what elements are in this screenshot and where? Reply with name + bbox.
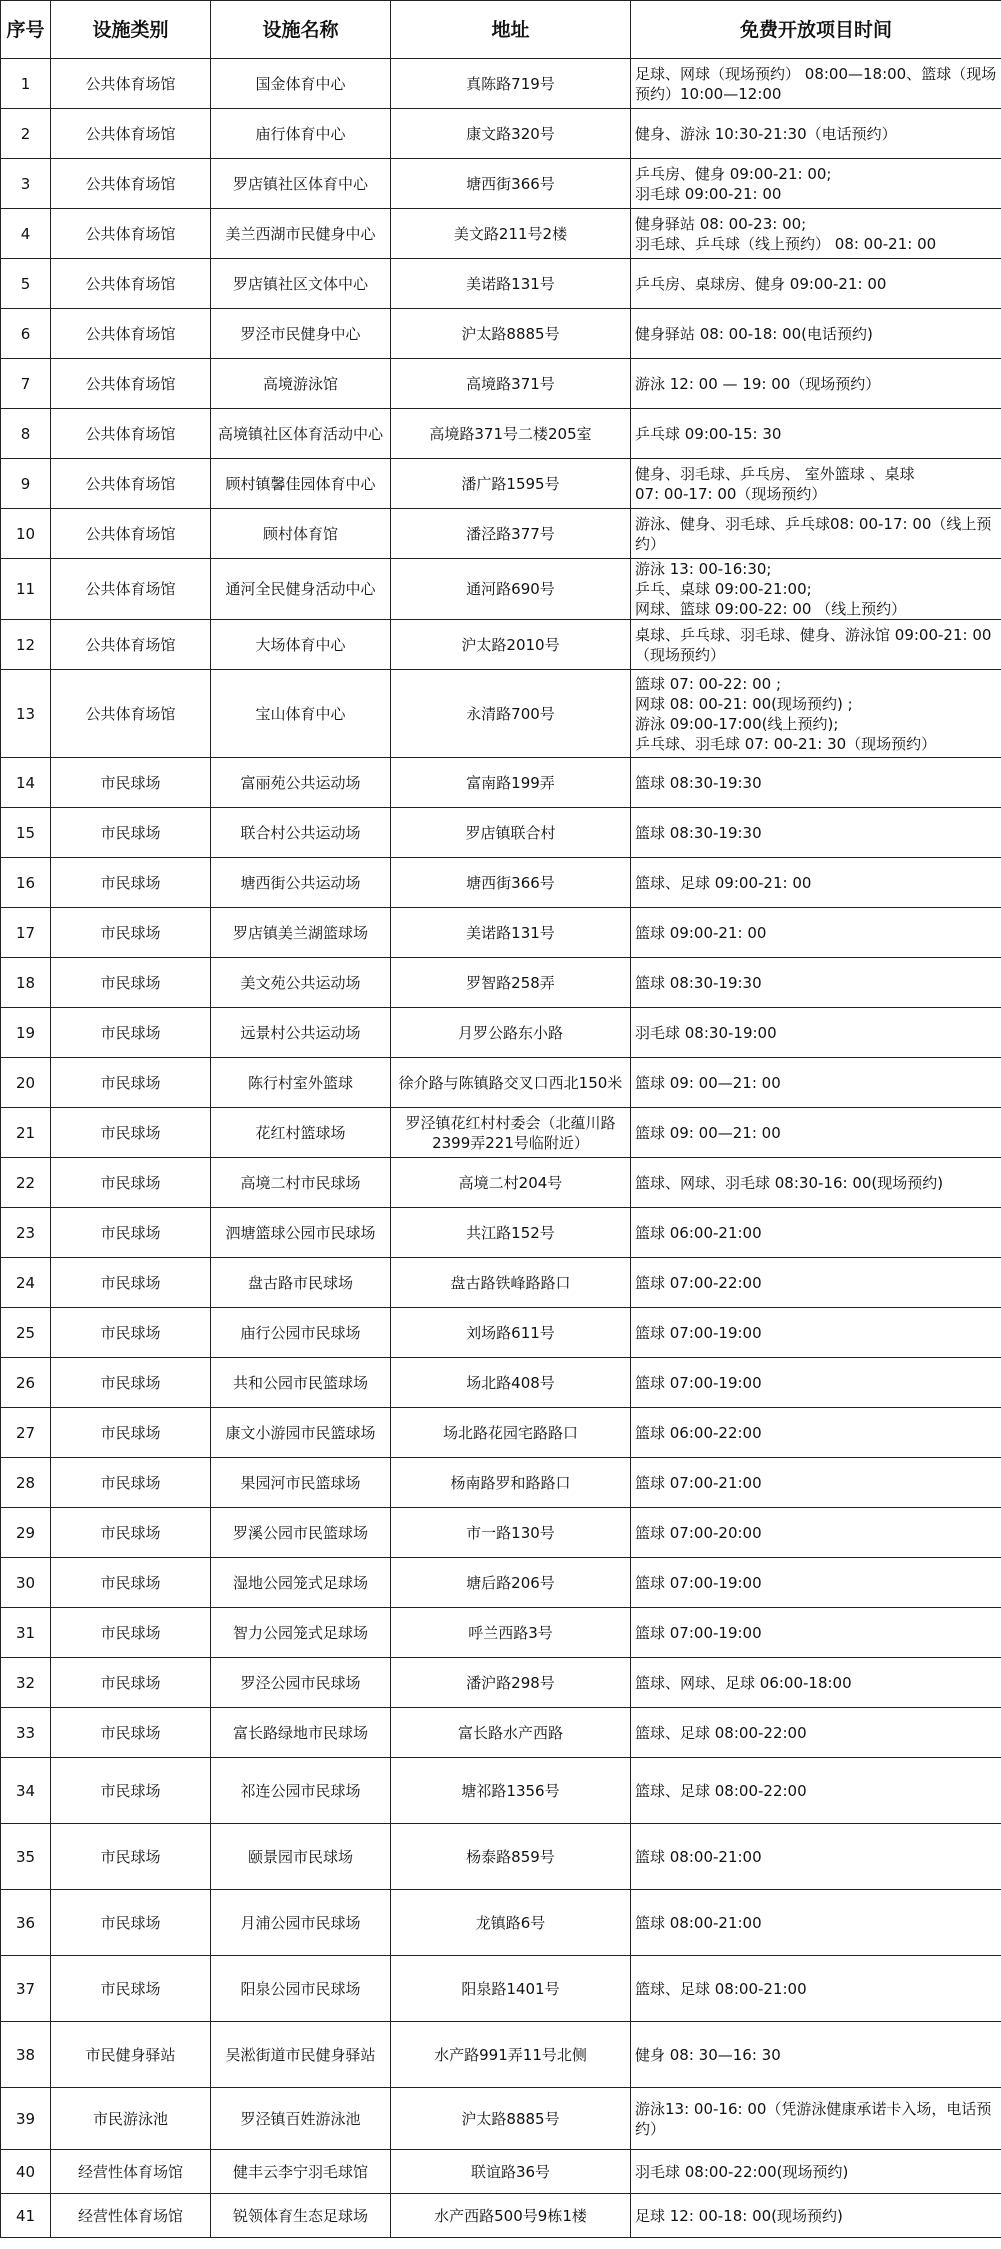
cell-hours: 篮球 06:00-21:00 (631, 1208, 1001, 1258)
cell-name: 智力公园笼式足球场 (211, 1608, 391, 1658)
cell-hours: 篮球 09: 00—21: 00 (631, 1058, 1001, 1108)
table-row (1, 1108, 1001, 1158)
cell-index: 28 (1, 1458, 51, 1508)
cell-name: 共和公园市民篮球场 (211, 1358, 391, 1408)
cell-category: 公共体育场馆 (51, 670, 211, 758)
table-row (1, 958, 1001, 1008)
cell-name: 陈行村室外篮球 (211, 1058, 391, 1108)
cell-name: 颐景园市民球场 (211, 1824, 391, 1890)
cell-name: 美文苑公共运动场 (211, 958, 391, 1008)
cell-category: 市民球场 (51, 1890, 211, 1956)
cell-category: 公共体育场馆 (51, 159, 211, 209)
cell-hours: 篮球 07:00-21:00 (631, 1458, 1001, 1508)
cell-name: 果园河市民篮球场 (211, 1458, 391, 1508)
table-row (1, 1890, 1001, 1956)
cell-name: 顾村体育馆 (211, 509, 391, 559)
table-row (1, 559, 1001, 620)
cell-index: 41 (1, 2194, 51, 2238)
cell-name: 美兰西湖市民健身中心 (211, 209, 391, 259)
cell-name: 康文小游园市民篮球场 (211, 1408, 391, 1458)
cell-address: 美诺路131号 (391, 259, 631, 309)
cell-address: 塘西街366号 (391, 159, 631, 209)
cell-name: 罗店镇社区体育中心 (211, 159, 391, 209)
cell-index: 39 (1, 2088, 51, 2150)
table-row (1, 459, 1001, 509)
cell-address: 徐介路与陈镇路交叉口西北150米 (391, 1058, 631, 1108)
cell-category: 市民游泳池 (51, 2088, 211, 2150)
cell-name: 罗溪公园市民篮球场 (211, 1508, 391, 1558)
table-row (1, 209, 1001, 259)
cell-hours: 游泳、健身、羽毛球、乒乓球08: 00-17: 00（线上预约） (631, 509, 1001, 559)
cell-address: 潘广路1595号 (391, 459, 631, 509)
table-row (1, 2150, 1001, 2194)
cell-address: 市一路130号 (391, 1508, 631, 1558)
header-category: 设施类别 (51, 1, 211, 59)
cell-hours: 篮球 08:00-21:00 (631, 1890, 1001, 1956)
table-row (1, 908, 1001, 958)
table-row (1, 1208, 1001, 1258)
cell-hours: 游泳 13: 00-16:30; 乒乓、桌球 09:00-21:00; 网球、篮球 09:00-22: 00 （线上预约） (631, 559, 1001, 620)
cell-address: 永清路700号 (391, 670, 631, 758)
cell-name: 月浦公园市民球场 (211, 1890, 391, 1956)
cell-category: 市民球场 (51, 1308, 211, 1358)
table-row (1, 620, 1001, 670)
cell-category: 市民球场 (51, 808, 211, 858)
cell-index: 13 (1, 670, 51, 758)
cell-address: 阳泉路1401号 (391, 1956, 631, 2022)
cell-address: 场北路花园宅路路口 (391, 1408, 631, 1458)
cell-category: 公共体育场馆 (51, 309, 211, 359)
table-row (1, 1158, 1001, 1208)
cell-hours: 健身、羽毛球、乒乓房、 室外篮球 、桌球 07: 00-17: 00（现场预约） (631, 459, 1001, 509)
cell-address: 潘沪路298号 (391, 1658, 631, 1708)
cell-address: 月罗公路东小路 (391, 1008, 631, 1058)
cell-hours: 羽毛球 08:30-19:00 (631, 1008, 1001, 1058)
cell-hours: 篮球 07:00-19:00 (631, 1608, 1001, 1658)
cell-address: 盘古路铁峰路路口 (391, 1258, 631, 1308)
cell-index: 34 (1, 1758, 51, 1824)
cell-index: 15 (1, 808, 51, 858)
cell-category: 市民球场 (51, 1956, 211, 2022)
cell-name: 罗泾市民健身中心 (211, 309, 391, 359)
cell-address: 水产路991弄11号北侧 (391, 2022, 631, 2088)
cell-category: 经营性体育场馆 (51, 2150, 211, 2194)
table-row (1, 109, 1001, 159)
cell-index: 23 (1, 1208, 51, 1258)
table-row (1, 808, 1001, 858)
table-row (1, 1258, 1001, 1308)
cell-address: 场北路408号 (391, 1358, 631, 1408)
cell-hours: 篮球 07:00-22:00 (631, 1258, 1001, 1308)
cell-index: 25 (1, 1308, 51, 1358)
cell-hours: 健身驿站 08: 00-23: 00; 羽毛球、乒乓球（线上预约） 08: 00-21: 00 (631, 209, 1001, 259)
cell-name: 富长路绿地市民球场 (211, 1708, 391, 1758)
cell-hours: 篮球 09:00-21: 00 (631, 908, 1001, 958)
cell-category: 市民球场 (51, 1258, 211, 1308)
cell-category: 公共体育场馆 (51, 509, 211, 559)
cell-address: 塘祁路1356号 (391, 1758, 631, 1824)
cell-hours: 篮球 07:00-20:00 (631, 1508, 1001, 1558)
cell-category: 市民球场 (51, 1108, 211, 1158)
cell-name: 锐领体育生态足球场 (211, 2194, 391, 2238)
cell-index: 36 (1, 1890, 51, 1956)
cell-category: 市民球场 (51, 1708, 211, 1758)
cell-index: 24 (1, 1258, 51, 1308)
cell-name: 健丰云李宁羽毛球馆 (211, 2150, 391, 2194)
cell-category: 市民球场 (51, 1608, 211, 1658)
cell-name: 庙行体育中心 (211, 109, 391, 159)
cell-name: 顾村镇馨佳园体育中心 (211, 459, 391, 509)
cell-address: 龙镇路6号 (391, 1890, 631, 1956)
cell-address: 杨南路罗和路路口 (391, 1458, 631, 1508)
table-row (1, 1824, 1001, 1890)
cell-address: 富南路199弄 (391, 758, 631, 808)
cell-index: 31 (1, 1608, 51, 1658)
cell-name: 塘西街公共运动场 (211, 858, 391, 908)
table-row (1, 59, 1001, 109)
cell-category: 公共体育场馆 (51, 620, 211, 670)
cell-category: 市民球场 (51, 1758, 211, 1824)
cell-hours: 桌球、乒乓球、羽毛球、健身、游泳馆 09:00-21: 00（现场预约） (631, 620, 1001, 670)
cell-name: 花红村篮球场 (211, 1108, 391, 1158)
cell-address: 呼兰西路3号 (391, 1608, 631, 1658)
cell-hours: 篮球、足球 08:00-21:00 (631, 1956, 1001, 2022)
cell-category: 市民球场 (51, 1358, 211, 1408)
cell-name: 罗泾镇百姓游泳池 (211, 2088, 391, 2150)
table-row (1, 1558, 1001, 1608)
cell-name: 宝山体育中心 (211, 670, 391, 758)
cell-address: 真陈路719号 (391, 59, 631, 109)
cell-address: 塘后路206号 (391, 1558, 631, 1608)
table-row (1, 159, 1001, 209)
cell-hours: 羽毛球 08:00-22:00(现场预约) (631, 2150, 1001, 2194)
cell-index: 5 (1, 259, 51, 309)
table-row (1, 359, 1001, 409)
table-row (1, 1658, 1001, 1708)
cell-name: 远景村公共运动场 (211, 1008, 391, 1058)
cell-index: 11 (1, 559, 51, 620)
cell-name: 高境二村市民球场 (211, 1158, 391, 1208)
cell-index: 6 (1, 309, 51, 359)
cell-name: 罗泾公园市民球场 (211, 1658, 391, 1708)
cell-hours: 篮球 08:30-19:30 (631, 758, 1001, 808)
table-row (1, 1508, 1001, 1558)
cell-name: 阳泉公园市民球场 (211, 1956, 391, 2022)
cell-category: 市民球场 (51, 958, 211, 1008)
cell-address: 康文路320号 (391, 109, 631, 159)
cell-index: 33 (1, 1708, 51, 1758)
cell-index: 14 (1, 758, 51, 808)
cell-address: 罗店镇联合村 (391, 808, 631, 858)
cell-index: 26 (1, 1358, 51, 1408)
cell-hours: 篮球、足球 08:00-22:00 (631, 1708, 1001, 1758)
cell-name: 吴淞街道市民健身驿站 (211, 2022, 391, 2088)
cell-category: 公共体育场馆 (51, 59, 211, 109)
cell-hours: 篮球 06:00-22:00 (631, 1408, 1001, 1458)
table-row (1, 758, 1001, 808)
cell-name: 高境镇社区体育活动中心 (211, 409, 391, 459)
cell-category: 市民球场 (51, 1458, 211, 1508)
cell-category: 市民球场 (51, 908, 211, 958)
header-index: 序号 (1, 1, 51, 59)
cell-index: 3 (1, 159, 51, 209)
header-name: 设施名称 (211, 1, 391, 59)
cell-name: 通河全民健身活动中心 (211, 559, 391, 620)
cell-address: 共江路152号 (391, 1208, 631, 1258)
cell-index: 7 (1, 359, 51, 409)
cell-name: 罗店镇美兰湖篮球场 (211, 908, 391, 958)
cell-index: 9 (1, 459, 51, 509)
table-row (1, 2022, 1001, 2088)
cell-name: 泗塘篮球公园市民球场 (211, 1208, 391, 1258)
cell-address: 富长路水产西路 (391, 1708, 631, 1758)
cell-index: 8 (1, 409, 51, 459)
cell-hours: 乒乓房、健身 09:00-21: 00; 羽毛球 09:00-21: 00 (631, 159, 1001, 209)
cell-index: 22 (1, 1158, 51, 1208)
cell-index: 18 (1, 958, 51, 1008)
cell-index: 40 (1, 2150, 51, 2194)
cell-name: 盘古路市民球场 (211, 1258, 391, 1308)
cell-address: 美文路211号2楼 (391, 209, 631, 259)
cell-address: 水产西路500号9栋1楼 (391, 2194, 631, 2238)
cell-category: 公共体育场馆 (51, 359, 211, 409)
cell-index: 38 (1, 2022, 51, 2088)
table-row (1, 1058, 1001, 1108)
cell-category: 市民球场 (51, 758, 211, 808)
table-row (1, 1708, 1001, 1758)
cell-index: 19 (1, 1008, 51, 1058)
cell-index: 20 (1, 1058, 51, 1108)
cell-address: 高境路371号二楼205室 (391, 409, 631, 459)
cell-name: 湿地公园笼式足球场 (211, 1558, 391, 1608)
cell-hours: 乒乓球 09:00-15: 30 (631, 409, 1001, 459)
cell-hours: 篮球 08:00-21:00 (631, 1824, 1001, 1890)
cell-name: 大场体育中心 (211, 620, 391, 670)
table-row (1, 1608, 1001, 1658)
cell-category: 公共体育场馆 (51, 459, 211, 509)
cell-hours: 篮球、网球、足球 06:00-18:00 (631, 1658, 1001, 1708)
cell-index: 27 (1, 1408, 51, 1458)
cell-index: 37 (1, 1956, 51, 2022)
table-row (1, 509, 1001, 559)
cell-hours: 篮球 07: 00-22: 00 ; 网球 08: 00-21: 00(现场预约) ; 游泳 09:00-17:00(线上预约); 乒乓球、羽毛球 07: 00-21: 30（现场预约） (631, 670, 1001, 758)
cell-category: 市民球场 (51, 1508, 211, 1558)
cell-category: 公共体育场馆 (51, 109, 211, 159)
cell-index: 16 (1, 858, 51, 908)
cell-address: 高境路371号 (391, 359, 631, 409)
cell-hours: 篮球 09: 00—21: 00 (631, 1108, 1001, 1158)
table-row (1, 1758, 1001, 1824)
cell-name: 富丽苑公共运动场 (211, 758, 391, 808)
table-body (1, 59, 1001, 2238)
table-row (1, 1358, 1001, 1408)
cell-address: 沪太路8885号 (391, 309, 631, 359)
table-row (1, 309, 1001, 359)
cell-address: 美诺路131号 (391, 908, 631, 958)
table-row (1, 858, 1001, 908)
cell-address: 联谊路36号 (391, 2150, 631, 2194)
cell-category: 市民球场 (51, 1158, 211, 1208)
table-row (1, 670, 1001, 758)
table-row (1, 2088, 1001, 2150)
table-row (1, 409, 1001, 459)
table-row (1, 1956, 1001, 2022)
cell-name: 庙行公园市民球场 (211, 1308, 391, 1358)
cell-category: 市民球场 (51, 1208, 211, 1258)
cell-address: 罗智路258弄 (391, 958, 631, 1008)
cell-hours: 足球 12: 00-18: 00(现场预约) (631, 2194, 1001, 2238)
table-row (1, 2194, 1001, 2238)
cell-address: 沪太路8885号 (391, 2088, 631, 2150)
cell-category: 经营性体育场馆 (51, 2194, 211, 2238)
cell-category: 市民球场 (51, 1824, 211, 1890)
cell-index: 4 (1, 209, 51, 259)
cell-hours: 健身 08: 30—16: 30 (631, 2022, 1001, 2088)
cell-category: 市民球场 (51, 1558, 211, 1608)
cell-hours: 篮球、网球、羽毛球 08:30-16: 00(现场预约) (631, 1158, 1001, 1208)
header-hours: 免费开放项目时间 (631, 1, 1001, 59)
cell-name: 联合村公共运动场 (211, 808, 391, 858)
header-address: 地址 (391, 1, 631, 59)
cell-category: 公共体育场馆 (51, 409, 211, 459)
cell-index: 10 (1, 509, 51, 559)
cell-category: 市民球场 (51, 1058, 211, 1108)
cell-index: 2 (1, 109, 51, 159)
cell-hours: 游泳 12: 00 — 19: 00（现场预约） (631, 359, 1001, 409)
cell-index: 17 (1, 908, 51, 958)
cell-index: 32 (1, 1658, 51, 1708)
table-row (1, 1408, 1001, 1458)
cell-hours: 足球、网球（现场预约） 08:00—18:00、篮球（现场预约）10:00—12:00 (631, 59, 1001, 109)
cell-address: 塘西街366号 (391, 858, 631, 908)
cell-hours: 篮球 07:00-19:00 (631, 1308, 1001, 1358)
header-row (1, 1, 1001, 59)
cell-category: 市民球场 (51, 1008, 211, 1058)
cell-index: 12 (1, 620, 51, 670)
cell-hours: 篮球 08:30-19:30 (631, 808, 1001, 858)
cell-index: 1 (1, 59, 51, 109)
cell-category: 市民球场 (51, 858, 211, 908)
cell-name: 祁连公园市民球场 (211, 1758, 391, 1824)
cell-category: 市民球场 (51, 1658, 211, 1708)
cell-hours: 健身、游泳 10:30-21:30（电话预约） (631, 109, 1001, 159)
cell-hours: 篮球 08:30-19:30 (631, 958, 1001, 1008)
cell-index: 21 (1, 1108, 51, 1158)
cell-index: 30 (1, 1558, 51, 1608)
cell-category: 公共体育场馆 (51, 209, 211, 259)
cell-name: 高境游泳馆 (211, 359, 391, 409)
cell-hours: 篮球 07:00-19:00 (631, 1558, 1001, 1608)
cell-hours: 健身驿站 08: 00-18: 00(电话预约) (631, 309, 1001, 359)
table-row (1, 1008, 1001, 1058)
cell-address: 潘泾路377号 (391, 509, 631, 559)
cell-hours: 游泳13: 00-16: 00（凭游泳健康承诺卡入场，电话预约） (631, 2088, 1001, 2150)
table-row (1, 1458, 1001, 1508)
cell-category: 市民球场 (51, 1408, 211, 1458)
cell-category: 公共体育场馆 (51, 559, 211, 620)
table-row (1, 1308, 1001, 1358)
cell-index: 29 (1, 1508, 51, 1558)
cell-name: 罗店镇社区文体中心 (211, 259, 391, 309)
cell-address: 罗泾镇花红村村委会（北蕴川路2399弄221号临附近） (391, 1108, 631, 1158)
cell-hours: 篮球、足球 09:00-21: 00 (631, 858, 1001, 908)
cell-index: 35 (1, 1824, 51, 1890)
cell-name: 国金体育中心 (211, 59, 391, 109)
cell-hours: 篮球 07:00-19:00 (631, 1358, 1001, 1408)
cell-address: 通河路690号 (391, 559, 631, 620)
table-row (1, 259, 1001, 309)
cell-address: 刘场路611号 (391, 1308, 631, 1358)
cell-category: 市民健身驿站 (51, 2022, 211, 2088)
cell-category: 公共体育场馆 (51, 259, 211, 309)
cell-hours: 乒乓房、桌球房、健身 09:00-21: 00 (631, 259, 1001, 309)
cell-address: 杨泰路859号 (391, 1824, 631, 1890)
cell-address: 高境二村204号 (391, 1158, 631, 1208)
cell-hours: 篮球、足球 08:00-22:00 (631, 1758, 1001, 1824)
cell-address: 沪太路2010号 (391, 620, 631, 670)
